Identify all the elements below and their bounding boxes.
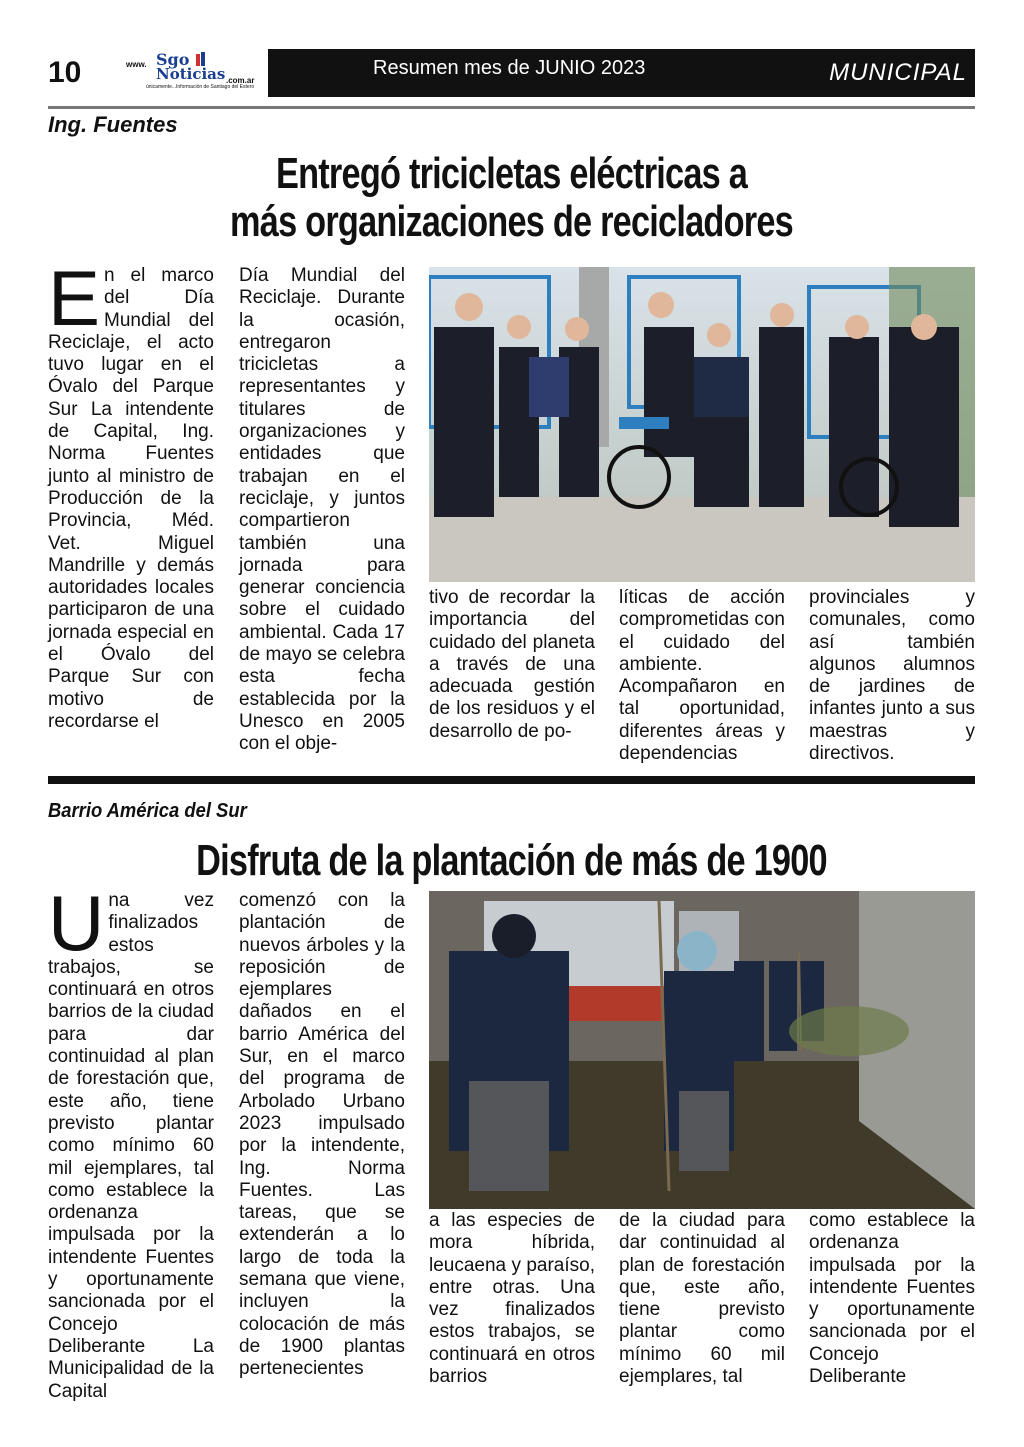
article2-col2 [239, 890, 405, 1390]
header-bar [268, 49, 975, 97]
logo-line1: Sgo [156, 50, 190, 69]
article2-col5-text: como establece la ordenanza impulsada por la intendente Fuentes y oportunamente sancionada por el Concejo Deliberante [809, 1210, 975, 1388]
article1-col1-text: n el marco del Día Mundial del Reciclaje, el acto tuvo lugar en el Óvalo del Parque Sur La intendente de Capital, Ing. Norma Fuentes junto al ministro de Producción de la Provincia, Méd. Vet. Miguel Mandrille y demás autoridades locales participaron de una jornada especial en el Óvalo del Parque Sur con motivo de recordarse el [48, 265, 214, 732]
article1-title-line2: más organizaciones de recicladores [230, 197, 793, 246]
section-name: MUNICIPAL [829, 59, 967, 86]
article1-col5 [809, 587, 975, 767]
logo-domain: .com.ar [226, 76, 255, 85]
article1-col2-text: Día Mundial del Reciclaje. Durante la ocasión, entregaron tricicletas a representantes y titulares de organizaciones y entidades que trabajan en el reciclaje, y juntos compartieron también una jornada para generar conciencia sobre el cuidado ambiental. Cada 17 de mayo se celebra esta fecha establecida por la Unesco en 2005 con el obje- [239, 265, 405, 755]
issue-summary: Resumen mes de JUNIO 2023 [373, 57, 646, 79]
article1-col4-text: líticas de acción comprometidas con el cuidado del ambiente. Acompañaron en tal oportunidad, diferentes áreas y dependencias [619, 587, 785, 765]
article1-kicker: Ing. Fuentes [48, 112, 178, 137]
article1-col4 [619, 587, 785, 767]
article2-col5 [809, 1210, 975, 1400]
article2-col4-text: de la ciudad para dar continuidad al plan de forestación que, este año, tiene previsto plantar como mínimo 60 mil ejemplares, tal [619, 1210, 785, 1388]
logo-line2: Noticias [156, 65, 226, 83]
article1-col3-text: tivo de recordar la importancia del cuidado del planeta a través de una adecuada gestión de los residuos y el desarrollo de po- [429, 587, 595, 742]
logo-tagline: ùnicamente...Información de Santiago del Estero [146, 84, 255, 90]
site-logo[interactable] [126, 50, 266, 94]
article1-col5-text: provinciales y comunales, como así también algunos alumnos de jardines de infantes junto a sus maestras y directivos. [809, 587, 975, 765]
logo-www: www. [126, 60, 147, 69]
article2-col1-text: na vez finalizados estos trabajos, se continuará en otros barrios de la ciudad para dar continuidad al plan de forestación que, este año, tiene previsto plantar como mínimo 60 mil ejemplares, tal como establece la ordenanza impulsada por la intendente Fuentes y oportunamente sancionada por el Concejo Deliberante La Municipalidad de la Capital [48, 890, 214, 1402]
article2-kicker: Barrio América del Sur [48, 800, 247, 822]
article1-col3 [429, 587, 595, 767]
article1-col1 [48, 254, 214, 765]
photo-tree-planting [429, 891, 975, 1209]
article2-col3 [429, 1210, 595, 1400]
article-divider [48, 776, 975, 784]
photo-tricycle-delivery [429, 267, 975, 582]
article1-headline [150, 150, 873, 246]
article2-headline: Disfruta de la plantación de más de 1900 [196, 836, 827, 885]
article1-title-line1: Entregó tricicletas eléctricas a [275, 149, 748, 198]
article1-col2 [239, 265, 405, 765]
article2-col4 [619, 1210, 785, 1400]
article2-col1 [48, 879, 214, 1402]
article2-col3-text: a las especies de mora híbrida, leucaena y paraíso, entre otras. Una vez finalizados estos trabajos, se continuará en otros barrios [429, 1210, 595, 1388]
article2-col2-text: comenzó con la plantación de nuevos árboles y la reposición de ejemplares dañados en el barrio América del Sur, en el marco del programa de Arbolado Urbano 2023 impulsado por la intendente, Ing. Norma Fuentes. Las tareas, que se extenderán a lo largo de toda la semana que viene, incluyen la colocación de más de 1900 plantas pertenecientes [239, 890, 405, 1380]
article1-dropcap: E [48, 254, 101, 342]
article2-dropcap: U [48, 879, 105, 967]
page-number: 10 [48, 56, 82, 89]
header-divider [48, 106, 975, 109]
